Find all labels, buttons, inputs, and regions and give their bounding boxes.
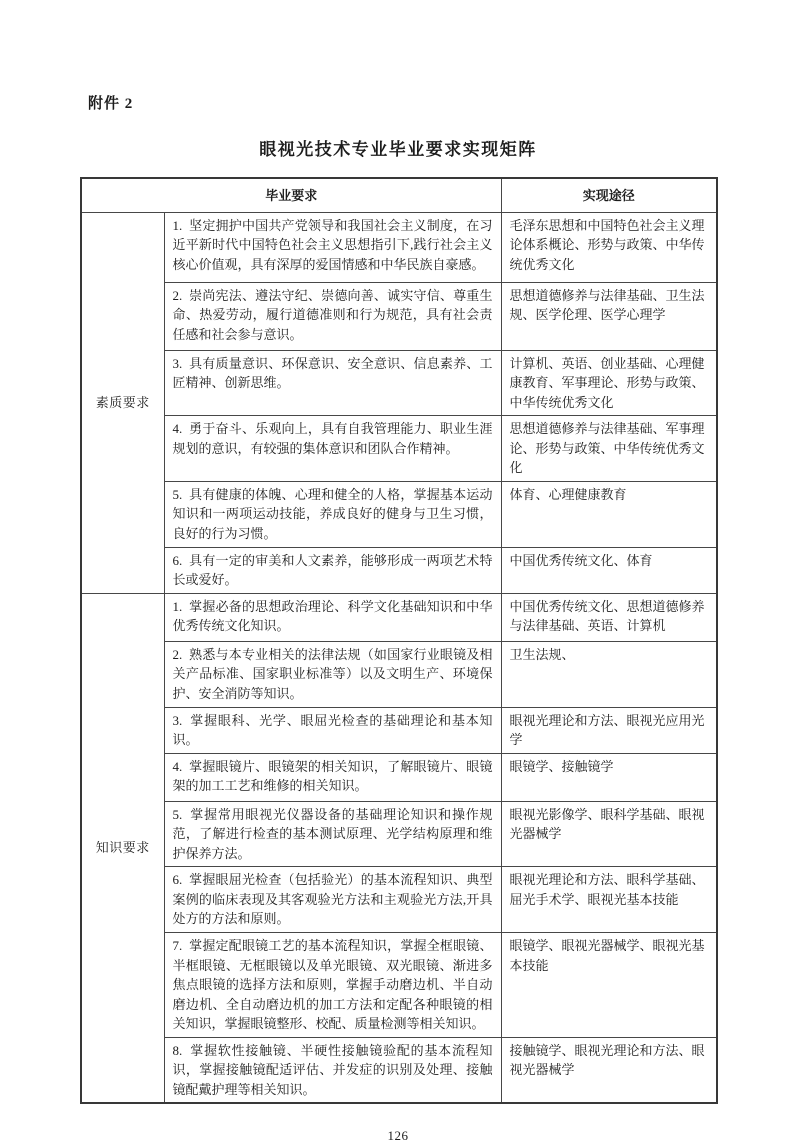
path-cell: 毛泽东思想和中国特色社会主义理论体系概论、形势与政策、中华传统优秀文化 (501, 212, 717, 282)
path-cell: 眼镜学、接触镜学 (501, 753, 717, 801)
table-row (81, 212, 717, 282)
path-cell: 眼视光影像学、眼科学基础、眼视光器械学 (501, 801, 717, 867)
path-cell: 体育、心理健康教育 (501, 481, 717, 547)
table-row (81, 1037, 717, 1103)
requirement-cell: 8. 掌握软性接触镜、半硬性接触镜验配的基本流程知识，掌握接触镜配适评估、并发症的识别及处理、接触镜配戴护理等相关知识。 (164, 1037, 501, 1103)
path-cell: 中国优秀传统文化、体育 (501, 547, 717, 593)
path-cell: 接触镜学、眼视光理论和方法、眼视光器械学 (501, 1037, 717, 1103)
requirement-cell: 2. 熟悉与本专业相关的法律法规（如国家行业眼镜及相关产品标准、国家职业标准等）以及文明生产、环境保护、安全消防等知识。 (164, 641, 501, 707)
requirement-cell: 3. 具有质量意识、环保意识、安全意识、信息素养、工匠精神、创新思维。 (164, 350, 501, 416)
matrix-table-body (81, 212, 717, 1103)
attachment-label: 附件 2 (88, 96, 134, 112)
table-row (81, 801, 717, 867)
requirement-cell: 2. 崇尚宪法、遵法守纪、崇德向善、诚实守信、尊重生命、热爱劳动，履行道德准则和行为规范，具有社会责任感和社会参与意识。 (164, 282, 501, 350)
col-header-implementation-path: 实现途径 (501, 178, 717, 212)
requirement-cell: 7. 掌握定配眼镜工艺的基本流程知识，掌握全框眼镜、半框眼镜、无框眼镜以及单光眼镜、双光眼镜、渐进多焦点眼镜的选择方法和原则，掌握手动磨边机、半自动磨边机、全自动磨边机的加工方法和定配各种眼镜的相关知识，掌握眼镜整形、校配、质量检测等相关知识。 (164, 933, 501, 1038)
table-row (81, 641, 717, 707)
col-header-graduation-requirements: 毕业要求 (81, 178, 501, 212)
table-row (81, 350, 717, 416)
path-cell: 眼镜学、眼视光器械学、眼视光基本技能 (501, 933, 717, 1038)
header-row (81, 178, 717, 212)
requirement-cell: 1. 坚定拥护中国共产党领导和我国社会主义制度，在习近平新时代中国特色社会主义思想指引下,践行社会主义核心价值观，具有深厚的爱国情感和中华民族自豪感。 (164, 212, 501, 282)
group-label-knowledge: 知识要求 (81, 593, 164, 1103)
path-cell: 中国优秀传统文化、思想道德修养与法律基础、英语、计算机 (501, 593, 717, 641)
page-title: 眼视光技术专业毕业要求实现矩阵 (259, 140, 537, 159)
table-row (81, 547, 717, 593)
page-number: 126 (387, 1128, 409, 1143)
requirement-cell: 4. 掌握眼镜片、眼镜架的相关知识，了解眼镜片、眼镜架的加工工艺和维修的相关知识。 (164, 753, 501, 801)
table-header (81, 178, 717, 212)
requirement-cell: 6. 掌握眼屈光检查（包括验光）的基本流程知识、典型案例的临床表现及其客观验光方法和主观验光方法,开具处方的方法和原则。 (164, 867, 501, 933)
group-label-quality: 素质要求 (81, 212, 164, 593)
matrix-table (80, 177, 718, 1104)
requirement-cell: 4. 勇于奋斗、乐观向上，具有自我管理能力、职业生涯规划的意识，有较强的集体意识和团队合作精神。 (164, 416, 501, 482)
table-row (81, 282, 717, 350)
path-cell: 思想道德修养与法律基础、军事理论、形势与政策、中华传统优秀文化 (501, 416, 717, 482)
table-row (81, 416, 717, 482)
requirement-cell: 3. 掌握眼科、光学、眼屈光检查的基础理论和基本知识。 (164, 707, 501, 753)
requirement-cell: 5. 具有健康的体魄、心理和健全的人格，掌握基本运动知识和一两项运动技能，养成良好的健身与卫生习惯，良好的行为习惯。 (164, 481, 501, 547)
path-cell: 计算机、英语、创业基础、心理健康教育、军事理论、形势与政策、中华传统优秀文化 (501, 350, 717, 416)
table-row (81, 707, 717, 753)
path-cell: 眼视光理论和方法、眼科学基础、屈光手术学、眼视光基本技能 (501, 867, 717, 933)
path-cell: 卫生法规、 (501, 641, 717, 707)
table-row (81, 867, 717, 933)
requirement-cell: 1. 掌握必备的思想政治理论、科学文化基础知识和中华优秀传统文化知识。 (164, 593, 501, 641)
table-row (81, 481, 717, 547)
requirement-cell: 5. 掌握常用眼视光仪器设备的基础理论知识和操作规范，了解进行检查的基本测试原理、光学结构原理和维护保养方法。 (164, 801, 501, 867)
table-row (81, 753, 717, 801)
path-cell: 眼视光理论和方法、眼视光应用光学 (501, 707, 717, 753)
table-row (81, 593, 717, 641)
path-cell: 思想道德修养与法律基础、卫生法规、医学伦理、医学心理学 (501, 282, 717, 350)
table-row (81, 933, 717, 1038)
requirement-cell: 6. 具有一定的审美和人文素养，能够形成一两项艺术特长或爱好。 (164, 547, 501, 593)
